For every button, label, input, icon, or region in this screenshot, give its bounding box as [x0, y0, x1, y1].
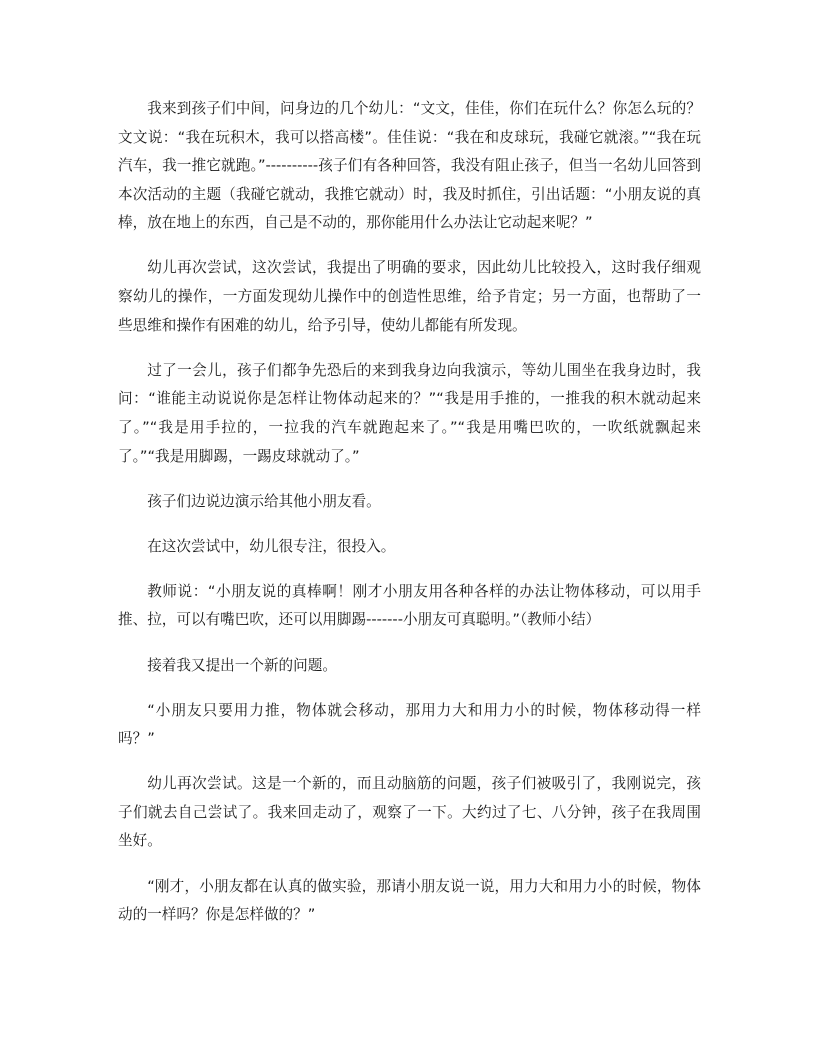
paragraph-new-question: “小朋友只要用力推，物体就会移动，那用力大和用力小的时候，物体移动得一样吗？”: [118, 701, 701, 748]
paragraph-final-question: “刚才，小朋友都在认真的做实验，那请小朋友说一说，用力大和用力小的时候，物体动的一样吗？你是怎样做的？”: [118, 877, 701, 924]
document-body: [118, 95, 701, 946]
paragraph-focus: 在这次尝试中，幼儿很专注，很投入。: [147, 537, 396, 555]
paragraph-demo-to-friends: 孩子们边说边演示给其他小朋友看。: [147, 492, 381, 510]
paragraph-teacher-summary: 教师说：“小朋友说的真棒啊！刚才小朋友用各种各样的办法让物体移动，可以用手推、拉，可以有嘴巴吹，还可以用脚踢-------小朋友可真聪明。”（教师小结）: [118, 582, 701, 629]
paragraph-second-attempt: 幼儿再次尝试，这次尝试，我提出了明确的要求，因此幼儿比较投入，这时我仔细观察幼儿的操作，一方面发现幼儿操作中的创造性思维，给予肯定；另一方面，也帮助了一些思维和操作有困难的幼儿，给予引导，使幼儿都能有所发现。: [118, 259, 701, 334]
paragraph-intro-question: 我来到孩子们中间，问身边的几个幼儿：“文文，佳佳，你们在玩什么？你怎么玩的？文文说：“我在玩积木，我可以搭高楼”。佳佳说：“我在和皮球玩，我碰它就滚。”“我在玩汽车，我一推它就跑。”----------孩子们有各种回答，我没有阻止孩子，但当一名幼儿回答到本次活动的主题（我碰它就动，我推它就动）时，我及时抓住，引出话题：“小朋友说的真棒，放在地上的东西，自己是不动的，那你能用什么办法让它动起来呢？”: [118, 100, 701, 232]
paragraph-new-question-intro: 接着我又提出一个新的问题。: [147, 656, 337, 674]
paragraph-retry: 幼儿再次尝试。这是一个新的，而且动脑筋的问题，孩子们被吸引了，我刚说完，孩子们就去自己尝试了。我来回走动了，观察了一下。大约过了七、八分钟，孩子在我周围坐好。: [118, 775, 701, 850]
paragraph-children-demonstrate: 过了一会儿，孩子们都争先恐后的来到我身边向我演示，等幼儿围坐在我身边时，我问：“谁能主动说说你是怎样让物体动起来的？”“我是用手推的，一推我的积木就动起来了。”“我是用手拉的，一拉我的汽车就跑起来了。”“我是用嘴巴吹的，一吹纸就飘起来了。”“我是用脚踢，一踢皮球就动了。”: [118, 361, 701, 465]
